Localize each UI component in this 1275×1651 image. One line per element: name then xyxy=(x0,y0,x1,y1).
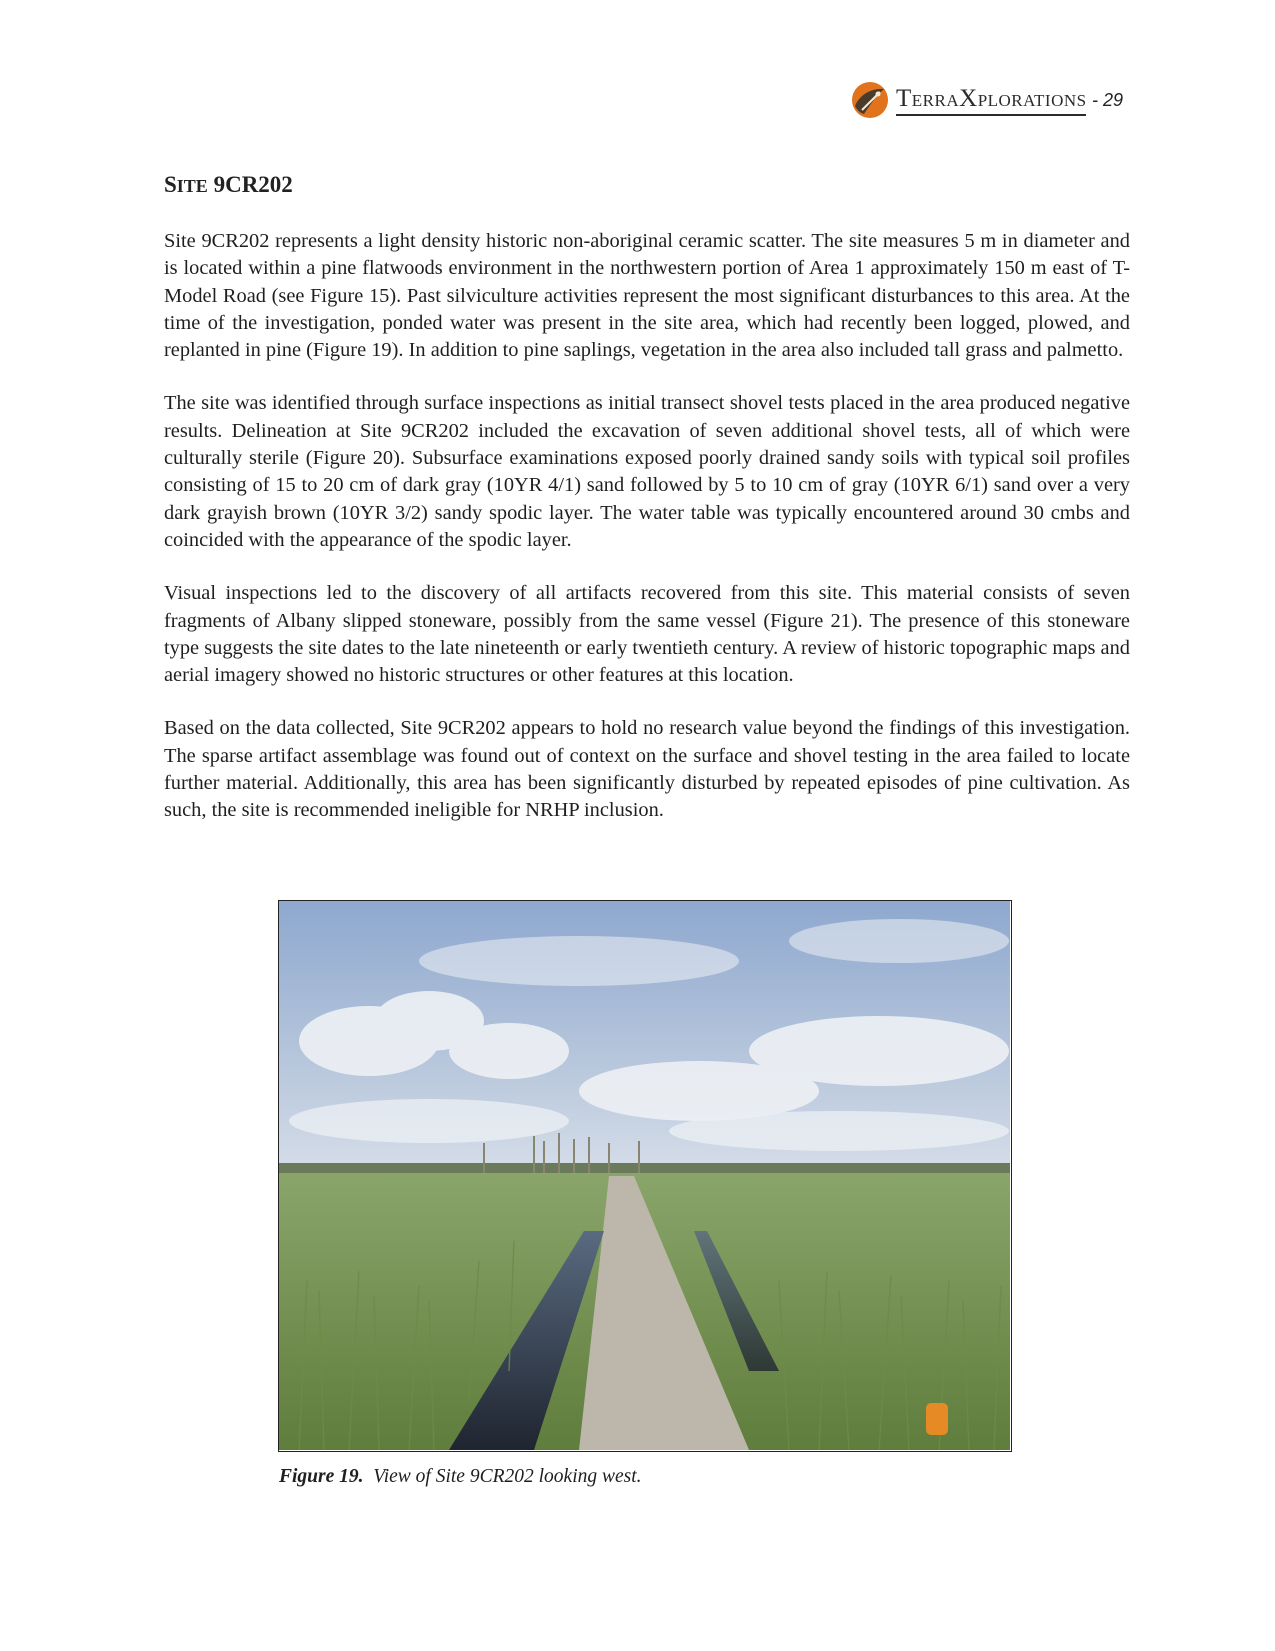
paragraph-2: The site was identified through surface inspections as initial transect shovel tests placed in the area produced negative results. Delineation at Site 9CR202 included the excavation of seven additional shovel tests, all of which were culturally sterile (Figure 20). Subsurface examinations exposed poorly drained sandy soils with typical soil profiles consisting of 15 to 20 cm of dark gray (10YR 4/1) sand followed by 5 to 10 cm of gray (10YR 6/1) sand over a very dark grayish brown (10YR 3/2) sandy spodic layer. The water table was typically encountered around 30 cmbs and coincided with the appearance of the spodic layer. xyxy=(164,392,1130,551)
page-header xyxy=(850,80,1130,120)
figure-caption-text: View of Site 9CR202 looking west. xyxy=(373,1466,642,1487)
page-number: - 29 xyxy=(1092,90,1124,110)
section-title: SITE 9CR202 xyxy=(164,172,293,197)
orange-marker xyxy=(926,1403,948,1435)
paragraph-3: Visual inspections led to the discovery of all artifacts recovered from this site. This material consists of seven fragments of Albany slipped stoneware, possibly from the same vessel (Figure 21). The presence of this stoneware type suggests the site dates to the late nineteenth or early twentieth century. A review of historic topographic maps and aerial imagery showed no historic structures or other features at this location. xyxy=(164,582,1130,687)
figure-label: Figure 19. xyxy=(279,1466,364,1487)
paragraph-1: Site 9CR202 represents a light density historic non-aboriginal ceramic scatter. The site measures 5 m in diameter and is located within a pine flatwoods environment in the northwestern portion of Area 1 approximately 150 m east of T-Model Road (see Figure 15). Past silviculture activities represent the most significant disturbances to this area. At the time of the investigation, ponded water was present in the site area, which had recently been logged, plowed, and replanted in pine (Figure 19). In addition to pine saplings, vegetation in the area also included tall grass and palmetto. xyxy=(164,230,1130,362)
terraxplorations-logo-icon xyxy=(850,80,890,120)
body-text xyxy=(164,228,1130,851)
paragraph-4: Based on the data collected, Site 9CR202 appears to hold no research value beyond the findings of this investigation. The sparse artifact assemblage was found out of context on the surface and shovel testing in the area failed to locate further material. Additionally, this area has been significantly disturbed by repeated episodes of pine cultivation. As such, the site is recommended ineligible for NRHP inclusion. xyxy=(164,717,1130,822)
site-photo-illustration xyxy=(279,901,1010,1450)
figure-photo xyxy=(278,900,1012,1452)
brand-name: TERRAXPLORATIONS xyxy=(896,85,1087,112)
brand-underline xyxy=(896,114,1086,116)
figure-caption xyxy=(279,1466,642,1488)
